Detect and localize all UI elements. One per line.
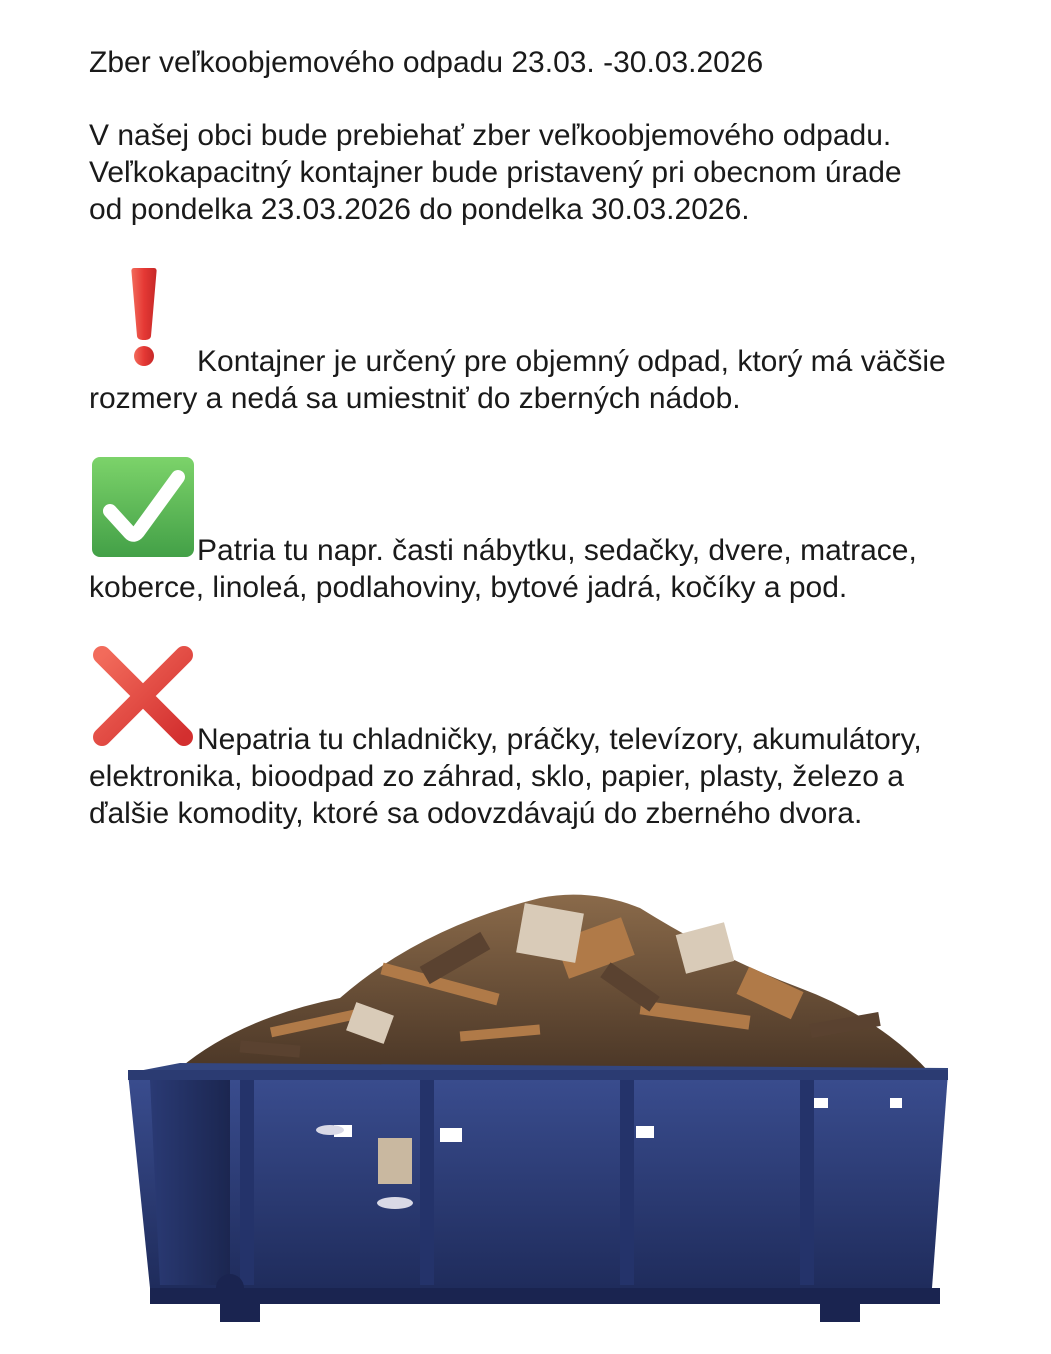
forbidden-note (89, 721, 1019, 832)
forbidden-line: ďalšie komodity, ktoré sa odovzdávajú do zberného dvora. (89, 797, 863, 830)
allowed-line: koberce, linoleá, podlahoviny, bytové jadrá, kočíky a pod. (89, 571, 848, 604)
forbidden-line: elektronika, bioodpad zo záhrad, sklo, papier, plasty, železo a (89, 760, 904, 793)
warning-note (89, 343, 1019, 417)
warning-line: rozmery a nedá sa umiestniť do zberných nádob. (89, 382, 741, 415)
intro-line: Veľkokapacitný kontajner bude pristavený pri obecnom úrade (89, 156, 902, 189)
allowed-note (89, 532, 1019, 606)
intro-line: od pondelka 23.03.2026 do pondelka 30.03.2026. (89, 193, 750, 226)
page-title: Zber veľkoobjemového odpadu 23.03. -30.03.2026 (89, 46, 764, 79)
waste-container-image (120, 868, 950, 1338)
forbidden-line: Nepatria tu chladničky, práčky, televízory, akumulátory, (197, 723, 922, 756)
allowed-line: Patria tu napr. časti nábytku, sedačky, dvere, matrace, (197, 534, 917, 567)
warning-line: Kontajner je určený pre objemný odpad, ktorý má väčšie (197, 345, 946, 378)
intro-line: V našej obci bude prebiehať zber veľkoobjemového odpadu. (89, 119, 892, 152)
intro-text (89, 117, 1009, 228)
